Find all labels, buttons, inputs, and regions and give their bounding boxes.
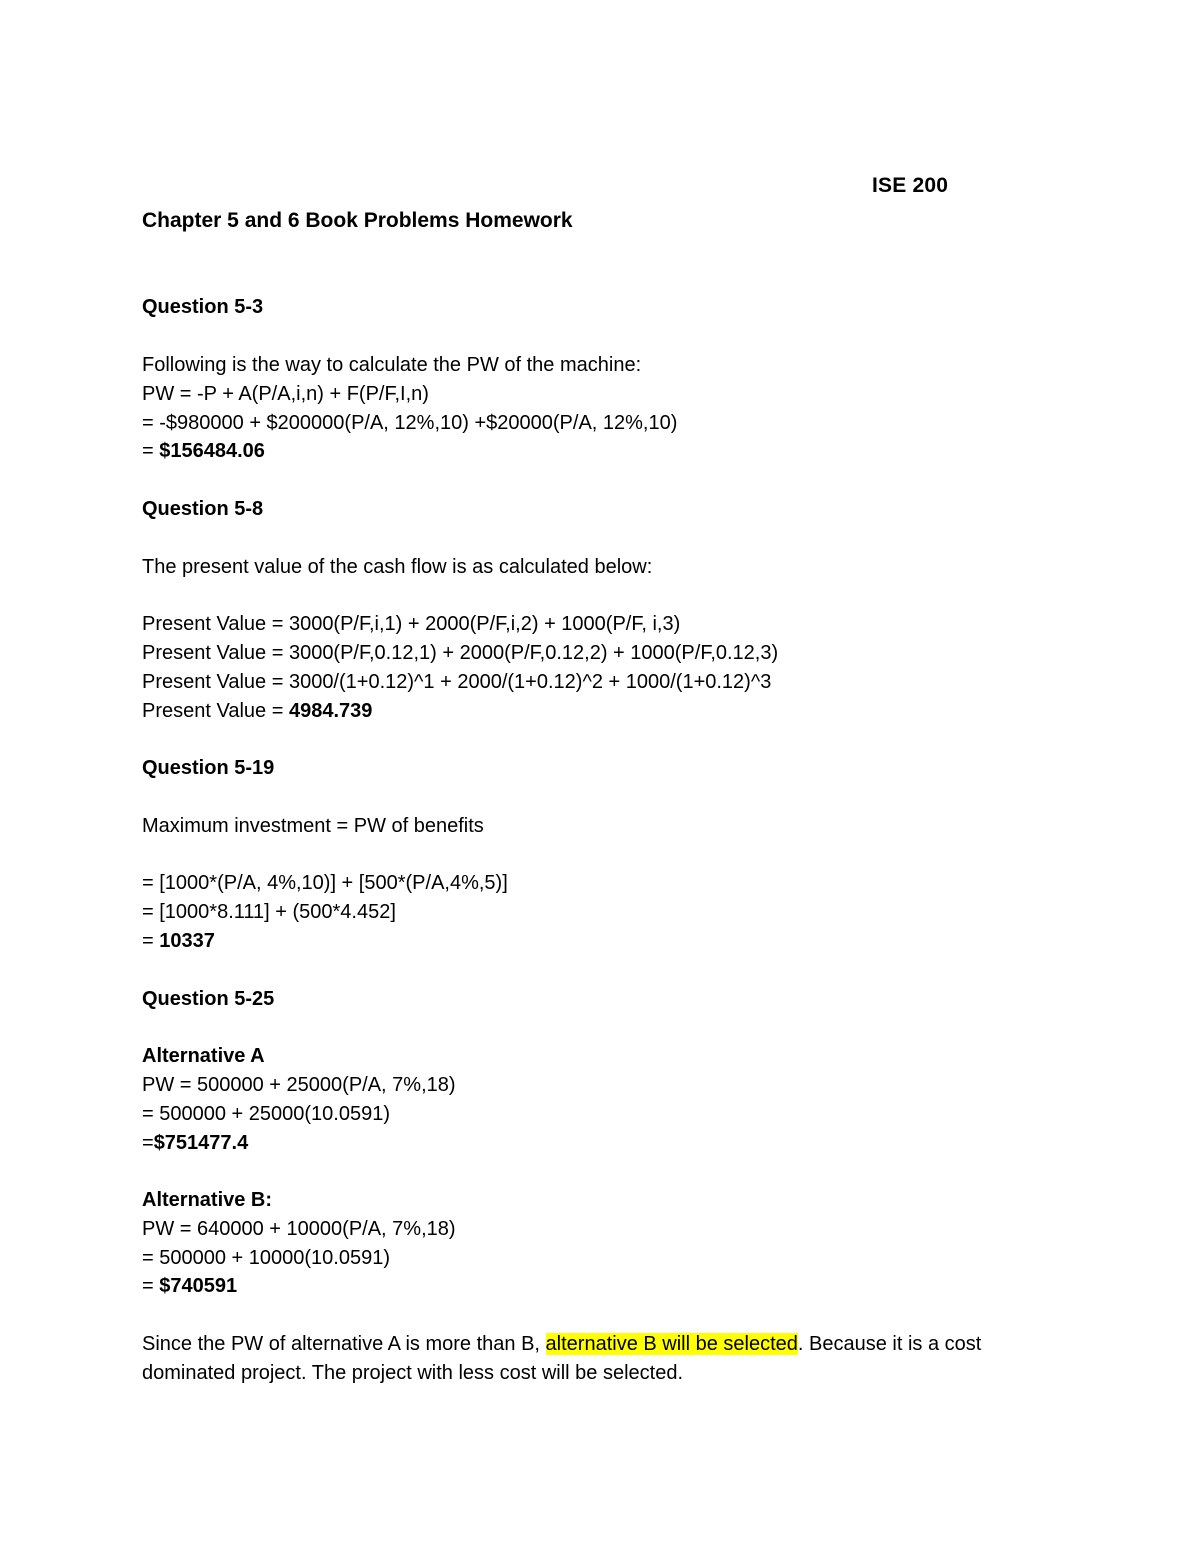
question-5-19-result-line [142,927,1102,956]
alternative-a-result: $751477.4 [153,1131,249,1154]
document-title: Chapter 5 and 6 Book Problems Homework [142,209,573,232]
question-5-8-formula-1: Present Value = 3000(P/F,i,1) + 2000(P/F,i,2) + 1000(P/F, i,3) [142,613,681,636]
question-5-25-heading: Question 5-25 [142,987,275,1010]
result-prefix: = [142,929,160,952]
question-5-19-result: 10337 [159,929,215,952]
result-prefix: = [142,1131,154,1154]
alternative-b-substitution: = 500000 + 10000(10.0591) [142,1246,390,1269]
question-5-8-heading: Question 5-8 [142,497,264,520]
question-5-8-intro: The present value of the cash flow is as calculated below: [142,555,653,578]
course-code: ISE 200 [872,174,949,197]
alternative-a-formula: PW = 500000 + 25000(P/A, 7%,18) [142,1073,456,1096]
question-5-3-formula: PW = -P + A(P/A,i,n) + F(P/F,I,n) [142,382,429,405]
question-5-8-result-line [142,697,1102,726]
question-5-3-heading: Question 5-3 [142,296,264,319]
question-5-3-substitution: = -$980000 + $200000(P/A, 12%,10) +$20000(P/A, 12%,10) [142,411,678,434]
conclusion-text-start: Since the PW of alternative A is more than B, [142,1333,546,1356]
result-prefix: = [142,440,160,463]
document-body [142,207,1102,1388]
question-5-3-result-line [142,437,1102,466]
alternative-a-label: Alternative A [142,1045,265,1068]
alternative-b-formula: PW = 640000 + 10000(P/A, 7%,18) [142,1217,456,1240]
question-5-19-formula-2: = [1000*8.111] + (500*4.452] [142,901,396,924]
question-5-3-intro: Following is the way to calculate the PW of the machine: [142,353,642,376]
question-5-8-formula-2: Present Value = 3000(P/F,0.12,1) + 2000(P/F,0.12,2) + 1000(P/F,0.12,3) [142,641,779,664]
question-5-3-result: $156484.06 [159,440,265,463]
result-prefix: Present Value = [142,699,289,722]
alternative-b-result-line [142,1272,1102,1301]
alternative-b-result: $740591 [159,1275,238,1298]
question-5-19-heading: Question 5-19 [142,757,275,780]
conclusion-paragraph [142,1330,1072,1388]
question-5-8-formula-3: Present Value = 3000/(1+0.12)^1 + 2000/(1+0.12)^2 + 1000/(1+0.12)^3 [142,670,772,693]
result-prefix: = [142,1275,160,1298]
question-5-19-intro: Maximum investment = PW of benefits [142,814,484,837]
conclusion-text-end: . Because it is a cost dominated project. The project with less cost will be selected. [142,1333,982,1384]
alternative-a-result-line [142,1129,1102,1158]
alternative-a-substitution: = 500000 + 25000(10.0591) [142,1102,390,1125]
conclusion-highlight: alternative B will be selected [545,1333,798,1356]
question-5-19-formula-1: = [1000*(P/A, 4%,10)] + [500*(P/A,4%,5)] [142,872,508,895]
question-5-8-result: 4984.739 [288,699,373,722]
alternative-b-label: Alternative B: [142,1189,273,1212]
